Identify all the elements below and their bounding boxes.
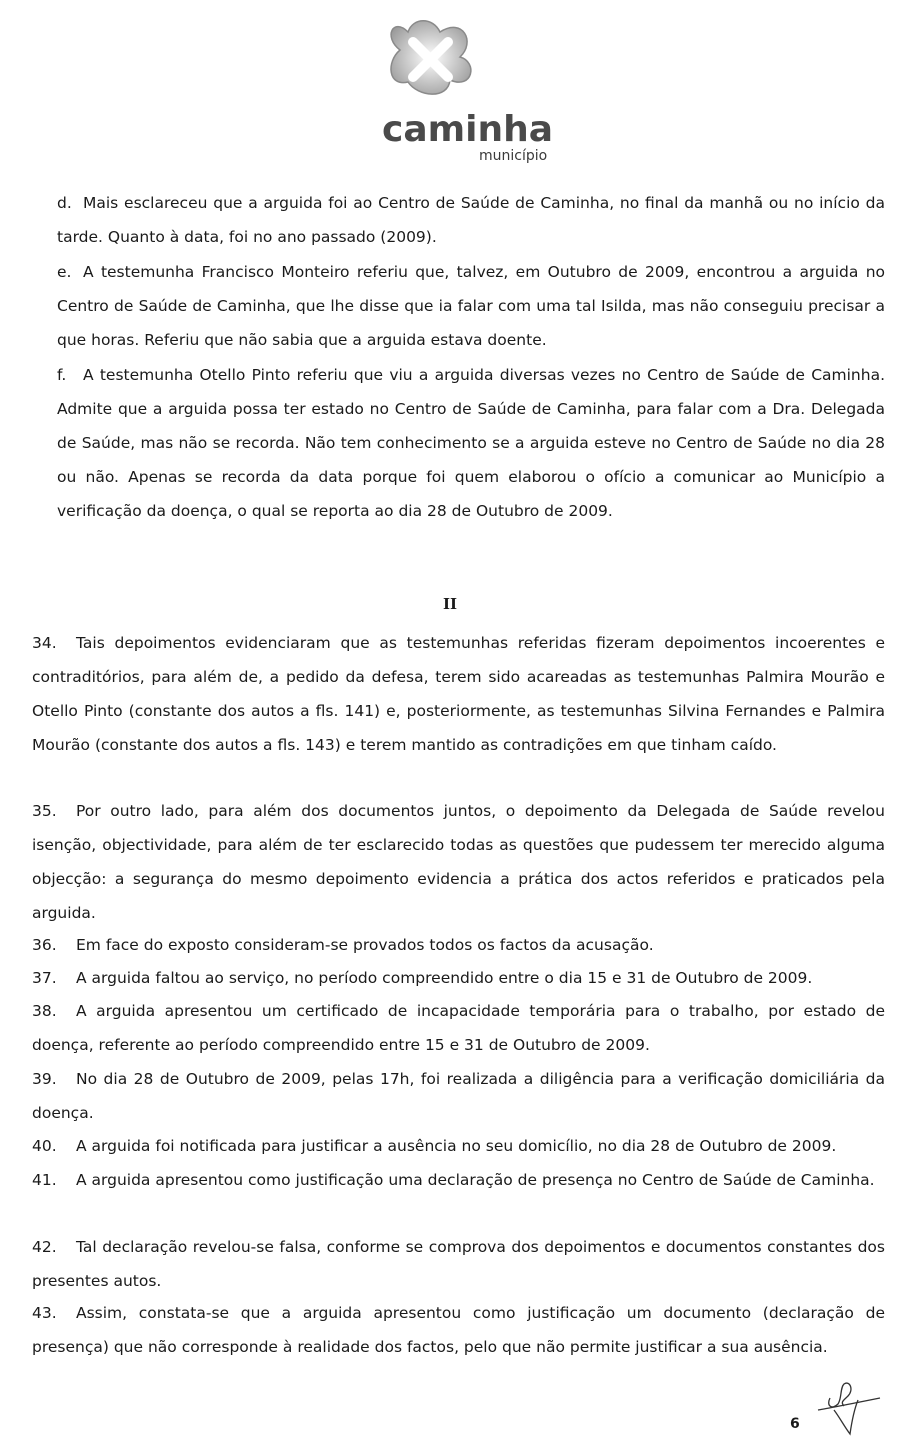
item-text: A arguida apresentou como justificação uma declaração de presença no Centro de Saúde de Caminha.: [76, 1171, 875, 1189]
item-text: A arguida foi notificada para justificar a ausência no seu domicílio, no dia 28 de Outubro de 2009.: [76, 1137, 837, 1155]
item-label: e.: [57, 263, 72, 281]
item-text: Tais depoimentos evidenciaram que as testemunhas referidas fizeram depoimentos incoerentes e contraditórios, para além de, a pedido da defesa, terem sido acareadas as testemunhas Palmira Mourão e Otello Pinto (constante dos autos a fls. 141) e, posteriormente, as testemunhas Silvina Fernandes e Palmira Mourão (constante dos autos a fls. 143) e terem mantido as contradições em que tinham caído.: [32, 634, 885, 754]
logo-subtitle: município: [479, 148, 548, 164]
item-text: A arguida faltou ao serviço, no período compreendido entre o dia 15 e 31 de Outubro de 2009.: [76, 969, 813, 987]
item-text: Mais esclareceu que a arguida foi ao Centro de Saúde de Caminha, no final da manhã ou no início da tarde. Quanto à data, foi no ano passado (2009).: [57, 194, 885, 246]
item-label: 36.: [32, 936, 57, 954]
item-label: 35.: [32, 802, 57, 820]
item-text: Tal declaração revelou-se falsa, conforme se comprova dos depoimentos e documentos constantes dos presentes autos.: [32, 1238, 885, 1290]
municipality-logo: [355, 12, 554, 164]
item-label: d.: [57, 194, 72, 212]
item-label: 34.: [32, 634, 57, 652]
item-label: 43.: [32, 1304, 57, 1322]
logo-mark-icon: [378, 12, 488, 112]
item-text: Assim, constata-se que a arguida apresentou como justificação um documento (declaração de presença) que não corresponde à realidade dos factos, pelo que não permite justificar a sua ausência.: [32, 1304, 885, 1356]
handwritten-signature: [810, 1380, 890, 1436]
item-label: 37.: [32, 969, 57, 987]
item-label: 41.: [32, 1171, 57, 1189]
item-label: 40.: [32, 1137, 57, 1155]
item-text: Em face do exposto consideram-se provados todos os factos da acusação.: [76, 936, 654, 954]
section-title: II: [442, 595, 458, 613]
item-text: A testemunha Francisco Monteiro referiu que, talvez, em Outubro de 2009, encontrou a arguida no Centro de Saúde de Caminha, que lhe disse que ia falar com uma tal Isilda, mas não conseguiu precisar a que horas. Referiu que não sabia que a arguida estava doente.: [57, 263, 885, 349]
item-label: 42.: [32, 1238, 57, 1256]
item-label: 39.: [32, 1070, 57, 1088]
logo-wordmark: caminha: [382, 109, 554, 150]
item-text: A testemunha Otello Pinto referiu que viu a arguida diversas vezes no Centro de Saúde de Caminha. Admite que a arguida possa ter estado no Centro de Saúde de Caminha, para falar com a Dra. Delegada de Saúde, mas não se recorda. Não tem conhecimento se a arguida esteve no Centro de Saúde no dia 28 ou não. Apenas se recorda da data porque foi quem elaborou o ofício a comunicar ao Município a verificação da doença, o qual se reporta ao dia 28 de Outubro de 2009.: [57, 366, 885, 520]
item-text: No dia 28 de Outubro de 2009, pelas 17h, foi realizada a diligência para a verificação domiciliária da doença.: [32, 1070, 885, 1122]
item-label: 38.: [32, 1002, 57, 1020]
item-text: A arguida apresentou um certificado de incapacidade temporária para o trabalho, por estado de doença, referente ao período compreendido entre 15 e 31 de Outubro de 2009.: [32, 1002, 885, 1054]
item-label: f.: [57, 366, 67, 384]
page-number: 6: [790, 1416, 800, 1432]
item-text: Por outro lado, para além dos documentos juntos, o depoimento da Delegada de Saúde revelou isenção, objectividade, para além de ter esclarecido todas as questões que pudessem ter merecido alguma objecção: a segurança do mesmo depoimento evidencia a prática dos actos referidos e praticados pela arguida.: [32, 802, 885, 922]
